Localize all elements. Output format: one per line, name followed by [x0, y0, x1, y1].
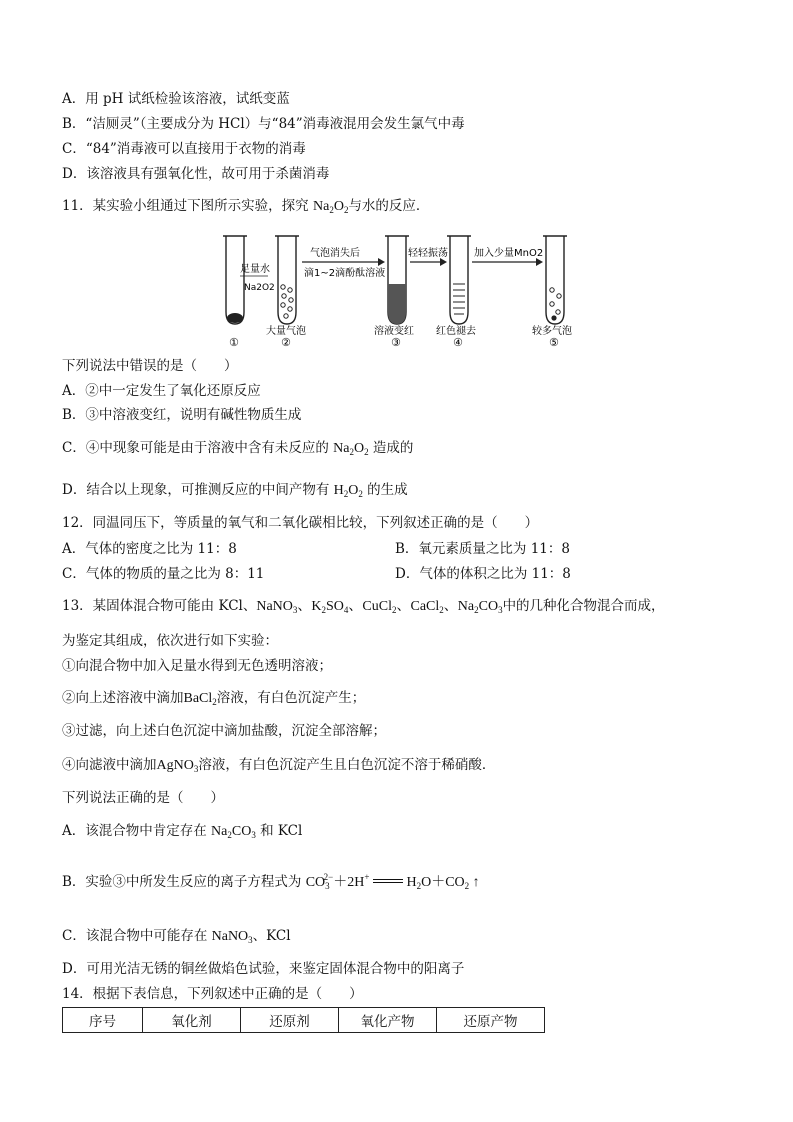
- tube-number-4: ④: [453, 336, 463, 348]
- tube-number-2: ②: [281, 336, 291, 348]
- q10-option-d: D．该溶液具有强氧化性，故可用于杀菌消毒: [62, 166, 330, 182]
- q10-option-a: A．用 pH 试纸检验该溶液，试纸变蓝: [62, 91, 290, 107]
- q13-step-4-pre: ④向滤液中滴加: [62, 757, 157, 773]
- arrow2-top-label: 轻轻振荡: [408, 248, 448, 259]
- q13-option-c-pre: C．该混合物中可能存在: [62, 928, 212, 944]
- q11-stem: [62, 197, 429, 216]
- q13-option-b-pre: B．实验③中所发生反应的离子方程式为: [62, 874, 306, 890]
- q11-option-c: [62, 439, 413, 458]
- table-header-cell: 氧化产物: [339, 1008, 437, 1033]
- q10-option-b: B．“洁厕灵”（主要成分为 HCl）与“84”消毒液混用会发生氯气中毒: [62, 116, 465, 132]
- table-header-cell: 还原产物: [437, 1008, 545, 1033]
- label-na2o2: Na2O2: [244, 283, 275, 293]
- q13-option-a: [62, 822, 302, 841]
- formula-h2o2: $H_2O_2$: [333, 483, 363, 499]
- experiment-figure: [218, 232, 580, 348]
- tube-number-3: ③: [391, 336, 401, 348]
- q13-step-3: ③过滤，向上述白色沉淀中滴加盐酸，沉淀全部溶解；: [62, 723, 386, 739]
- caption-tube-5: 较多气泡: [532, 326, 572, 337]
- q12-option-d: D．气体的体积之比为 11：8: [395, 566, 571, 582]
- q13-option-a-post: 和 KCl: [255, 823, 303, 839]
- q13-step-2-post: 溶液，有白色沉淀产生；: [216, 690, 366, 706]
- ionic-equation: $CO_3^{2-}+2H^+$ $H_2O+CO_2$ ↑: [305, 872, 480, 891]
- q11-option-d: [62, 481, 408, 500]
- arrow3-top-label: 加入少量MnO2: [474, 248, 544, 259]
- q13-step-4-post: 溶液，有白色沉淀产生且白色沉淀不溶于稀硝酸．: [198, 757, 496, 773]
- q13-step-2-pre: ②向上述溶液中滴加: [62, 690, 184, 706]
- formula-bacl2: BaCl$_2$: [183, 691, 217, 707]
- table-header-row: [63, 1008, 545, 1033]
- q13-option-c: [62, 927, 291, 946]
- caption-tube-2: 大量气泡: [266, 326, 306, 337]
- q13-stem-pre: 13．某固体混合物可能由 KCl、: [62, 598, 257, 614]
- q11-prompt: 下列说法中错误的是（ ）: [62, 358, 238, 374]
- q12-option-b: B．氧元素质量之比为 11：8: [395, 541, 570, 557]
- test-tube-4: [447, 236, 471, 324]
- tube-number-5: ⑤: [549, 336, 559, 348]
- q11-option-c-pre: C．④中现象可能是由于溶液中含有未反应的: [62, 440, 334, 456]
- q12-option-c: C．气体的物质的量之比为 8：11: [62, 566, 265, 582]
- arrow-3: [472, 258, 543, 266]
- table-header-cell: 序号: [63, 1008, 143, 1033]
- table-header-cell: 还原剂: [241, 1008, 339, 1033]
- arrow1-top-label: 气泡消失后: [310, 248, 360, 259]
- test-tube-1: [223, 236, 247, 324]
- arrow1-bottom-label: 滴1~2滴酚酞溶液: [304, 268, 386, 279]
- arrow-1: [302, 258, 385, 266]
- q13-step-4: [62, 756, 495, 775]
- test-tube-2: [275, 236, 299, 324]
- formula-na2o2: $Na_2O_2$: [333, 441, 369, 457]
- q13-step-2: [62, 689, 365, 708]
- q13-stem-2: 为鉴定其组成，依次进行如下实验：: [62, 633, 278, 649]
- q13-option-a-pre: A．该混合物中肯定存在: [62, 823, 212, 839]
- q11-option-b: B．③中溶液变红，说明有碱性物质生成: [62, 407, 302, 423]
- q11-option-c-post: 造成的: [368, 440, 414, 456]
- q14-stem: 14．根据下表信息，下列叙述中正确的是（ ）: [62, 986, 363, 1002]
- q13-option-b: [62, 873, 480, 892]
- formula-na2co3: $Na_2CO_3$: [211, 824, 256, 840]
- formula-nano3: NaNO$_3$: [211, 929, 253, 945]
- q11-stem-pre: 11．某实验小组通过下图所示实验，探究: [62, 198, 313, 214]
- q11-option-a: A．②中一定发生了氧化还原反应: [62, 383, 261, 399]
- caption-tube-3: 溶液变红: [374, 326, 414, 337]
- q10-option-c: C．“84”消毒液可以直接用于衣物的消毒: [62, 141, 306, 157]
- q13-prompt: 下列说法正确的是（ ）: [62, 790, 224, 806]
- test-tube-3: [385, 236, 409, 324]
- table-header-cell: 氧化剂: [143, 1008, 241, 1033]
- q13-stem-post: 中的几种化合物混合而成，: [502, 598, 665, 614]
- q14-table: [62, 1007, 545, 1033]
- q11-stem-post: 与水的反应．: [348, 198, 430, 214]
- q11-option-d-pre: D．结合以上现象，可推测反应的中间产物有: [62, 482, 334, 498]
- test-tube-5: [543, 236, 567, 324]
- formula-agno3: AgNO$_3$: [156, 758, 199, 774]
- formula-na2o2: $Na_2O_2$: [312, 199, 349, 215]
- tube-number-1: ①: [229, 336, 239, 348]
- q13-option-d: D．可用光洁无锈的铜丝做焰色试验，来鉴定固体混合物中的阳离子: [62, 961, 465, 977]
- arrow-2: [410, 258, 447, 266]
- q13-step-1: ①向混合物中加入足量水得到无色透明溶液；: [62, 658, 332, 674]
- caption-tube-4: 红色褪去: [436, 326, 476, 337]
- q12-option-a: A．气体的密度之比为 11：8: [62, 541, 237, 557]
- q13-stem: [62, 597, 665, 616]
- q13-option-c-post: 、KCl: [252, 928, 291, 944]
- label-water: 足量水: [240, 264, 270, 275]
- compound-list: NaNO$_3$、$K_2SO_4$、CuCl$_2$、CaCl$_2$、$Na_2CO_3$: [256, 599, 503, 615]
- q11-option-d-post: 的生成: [362, 482, 408, 498]
- q12-stem: 12．同温同压下，等质量的氧气和二氧化碳相比较，下列叙述正确的是（ ）: [62, 515, 539, 531]
